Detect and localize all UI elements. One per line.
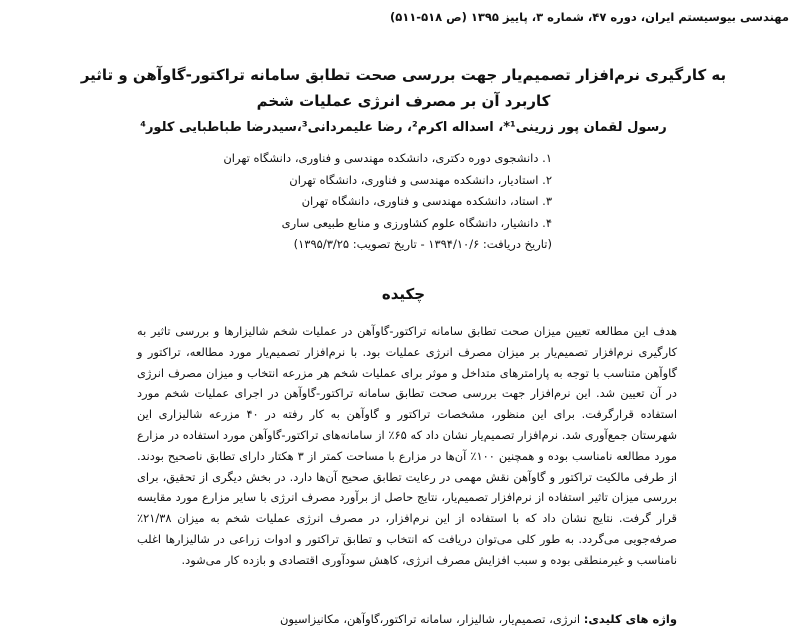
affiliation-block xyxy=(192,148,552,256)
affiliation-1: ۱. دانشجوی دوره دکتری، دانشکده مهندسی و فناوری، دانشگاه تهران xyxy=(223,151,552,165)
abstract-heading: چکیده xyxy=(381,285,426,303)
affiliation-2: ۲. استادیار، دانشکده مهندسی و فناوری، دانشگاه تهران xyxy=(289,172,552,187)
keywords-line xyxy=(137,612,677,626)
received-accepted-dates: (تاریخ دریافت: ۱۳۹۴/۱۰/۶ - تاریخ تصویب: ۱۳۹۵/۳/۲۵) xyxy=(293,237,552,251)
affiliation-4: ۴. دانشیار، دانشگاه علوم کشاورزی و منابع طبیعی ساری xyxy=(281,215,552,230)
keywords-text: انرژی، تصمیم‌یار، شالیزار، سامانه تراکتور،گاوآهن، مکانیزاسیون xyxy=(279,612,581,626)
running-head: مهندسی بیوسیستم ایران، دوره ۴۷، شماره ۳، پاییز ۱۳۹۵ (ص ۵۱۸-۵۱۱) xyxy=(389,10,789,24)
paper-title: به کارگیری نرم‌افزار تصمیم‌یار جهت بررسی صحت تطابق سامانه تراکتور-گاوآهن و تاثیر کاربرد آن بر مصرف انرژی عملیات شخم xyxy=(80,66,727,110)
author-list: رسول لقمان پور زرینی¹*، اسداله اکرم²، رضا علیمردانی³،سیدرضا طباطبایی کلور⁴ xyxy=(140,120,667,135)
affiliation-3: ۳. استاد، دانشکده مهندسی و فناوری، دانشگاه تهران xyxy=(301,194,552,208)
abstract-text: هدف این مطالعه تعیین میزان صحت تطابق سامانه تراکتور-گاوآهن در عملیات شخم شالیزارها و بررسی تاثیر به کارگیری نرم‌افزار تصمیم‌یار بر میزان مصرف انرژی عملیات بود. با نرم‌افزار تصمیم‌یار مورد مطالعه، تراکتور و گاوآهن متناسب با توجه به پارامترهای متداخل و موثر برای عملیات شخم هر مزرعه انتخاب و میزان مصرف انرژی در آن تعیین شد. این نرم‌افزار جهت بررسی صحت تطابق سامانه تراکتور-گاوآهن در اجرای عملیات شخم مورد استفاده قرارگرفت. برای این منظور، مشخصات تراکتور و گاوآهن به کار رفته در ۴۰ مزرعه شالیزاری این شهرستان جمع‌آوری شد. نرم‌افزار تصمیم‌یار نشان داد که ۶۵٪ از سامانه‌های تراکتور-گاوآهن مورد استفاده در مزارع مورد مطالعه نامناسب بوده و همچنین ۱۰۰٪ آن‌ها در مزارع با مساحت کمتر از ۳ هکتار دارای تطابق ناصحیح بودند. از طرفی مالکیت تراکتور و گاوآهن نقش مهمی در رعایت تطابق صحیح آن‌ها دارد. در بخش دیگری از تحقیق، برای بررسی میزان تاثیر استفاده از نرم‌افزار تصمیم‌یار، نتایج حاصل از برآورد مصرف انرژی با سایر مزارع مورد مقایسه قرار گرفت. نتایج نشان داد که با استفاده از این نرم‌افزار، در مصرف انرژی عملیات شخم به میزان ۲۱/۳۸٪ صرفه‌جویی می‌گردد. به طور کلی می‌توان دریافت که انتخاب و تطابق تراکتور و ادوات زراعی در شالیزارها اغلب نامناسب و غیرمنطقی بوده و سبب افزایش مصرف انرژی، کاهش سودآوری اقتصادی و بازده کار می‌شود. xyxy=(137,324,677,567)
keywords-label: واژه های کلیدی: xyxy=(583,612,677,626)
